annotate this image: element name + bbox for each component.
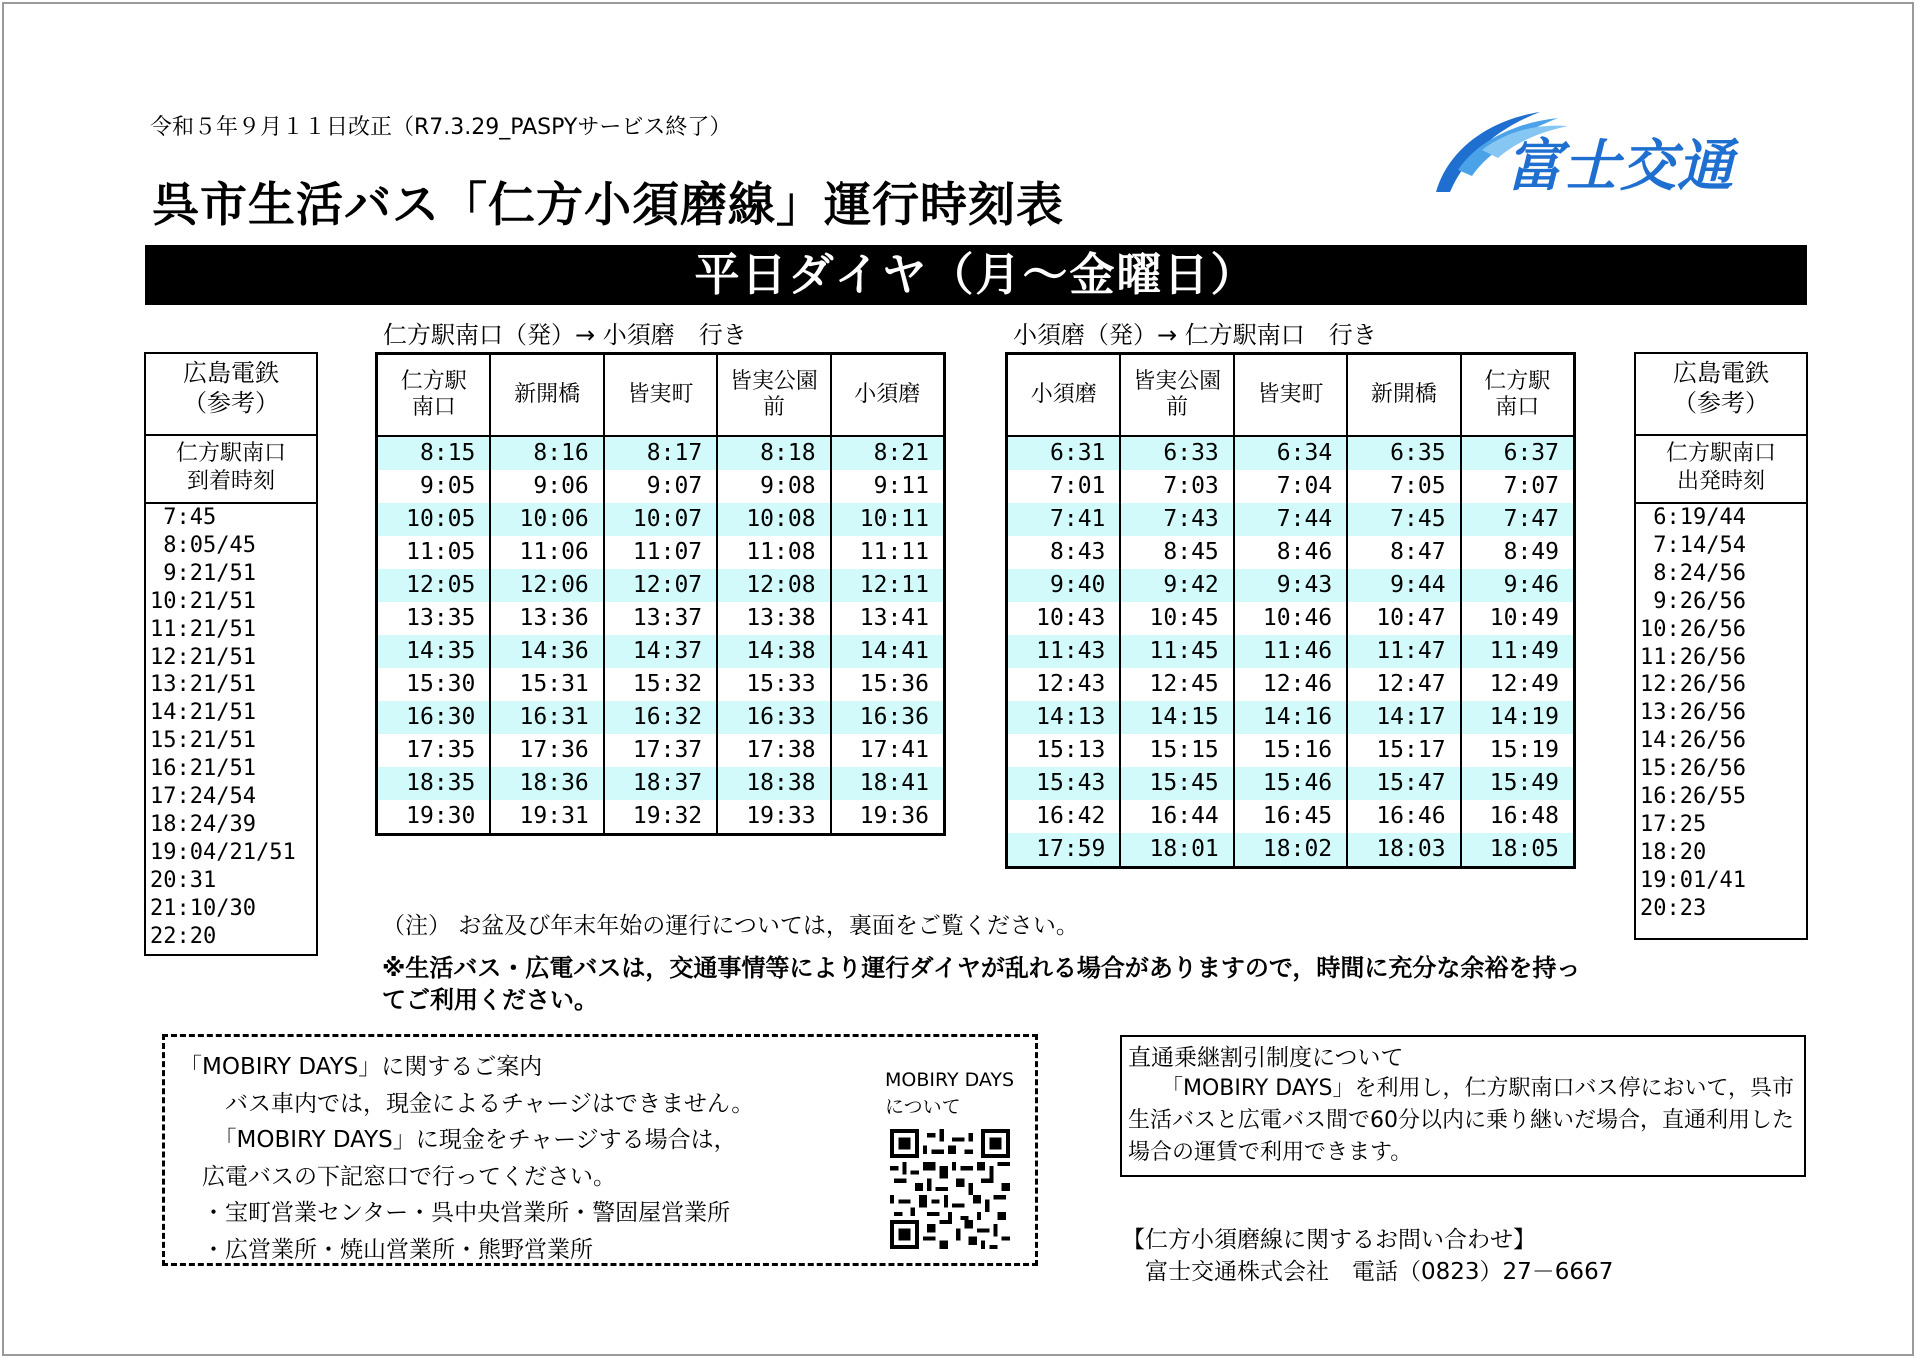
departure-time-cell: 6:34 [1234, 436, 1347, 470]
departure-time-cell: 13:38 [717, 602, 830, 635]
reference-time-item: 12:21/51 [150, 644, 256, 670]
departure-time-cell: 7:47 [1461, 503, 1575, 536]
stop-name-header: 皆実公園 前 [717, 354, 830, 437]
left-reference-times [146, 504, 316, 951]
departure-time-cell: 14:36 [490, 635, 603, 668]
timetable-header-row [1007, 354, 1575, 437]
right-reference-box [1634, 352, 1808, 940]
departure-time-cell: 11:43 [1007, 635, 1121, 668]
departure-time-cell: 16:42 [1007, 800, 1121, 833]
departure-time-cell: 15:13 [1007, 734, 1121, 767]
departure-time-cell: 9:05 [377, 470, 491, 503]
departure-time-cell: 7:44 [1234, 503, 1347, 536]
departure-time-cell: 7:45 [1347, 503, 1460, 536]
transfer-discount-title: 直通乗継割引制度について [1128, 1045, 1404, 1071]
timetable-row [1007, 833, 1575, 868]
transfer-discount-box [1120, 1035, 1806, 1177]
departure-time-cell: 19:32 [604, 800, 717, 835]
timetable-row [1007, 800, 1575, 833]
departure-time-cell: 9:44 [1347, 569, 1460, 602]
departure-time-cell: 15:15 [1120, 734, 1233, 767]
reference-time-item: 20:23 [1640, 895, 1707, 921]
departure-time-cell: 14:13 [1007, 701, 1121, 734]
departure-time-cell: 9:11 [831, 470, 945, 503]
timetable-row [1007, 668, 1575, 701]
reference-time-item: 21:10/30 [150, 895, 256, 921]
departure-time-cell: 6:35 [1347, 436, 1460, 470]
reference-time-item: 8:05/45 [150, 532, 256, 558]
departure-time-cell: 14:41 [831, 635, 945, 668]
departure-time-cell: 10:08 [717, 503, 830, 536]
departure-time-cell: 15:45 [1120, 767, 1233, 800]
stop-name-header: 仁方駅 南口 [1461, 354, 1575, 437]
reference-time-item: 8:24/56 [1640, 560, 1746, 586]
departure-time-cell: 16:45 [1234, 800, 1347, 833]
inquiry-phone: 富士交通株式会社 電話（0823）27－6667 [1122, 1259, 1614, 1285]
departure-time-cell: 18:37 [604, 767, 717, 800]
departure-time-cell: 18:38 [717, 767, 830, 800]
mobiry-info-box [162, 1034, 1038, 1266]
timetable-row [1007, 602, 1575, 635]
qr-code-icon[interactable] [890, 1129, 1010, 1249]
departure-time-cell: 19:31 [490, 800, 603, 835]
timetable-row [377, 436, 945, 470]
mobiry-info-line: 広電バスの下記窓口で行ってください。 [179, 1163, 616, 1190]
departure-time-cell: 10:43 [1007, 602, 1121, 635]
timetable-row [377, 701, 945, 734]
departure-time-cell: 16:33 [717, 701, 830, 734]
departure-time-cell: 9:43 [1234, 569, 1347, 602]
traffic-warning: ※生活バス・広電バスは，交通事情等により運行ダイヤが乱れる場合がありますので，時間に充分な余裕を持ってご利用ください。 [382, 954, 1581, 1014]
outbound-direction-title: 仁方駅南口（発）→ 小須磨 行き [383, 321, 747, 349]
timetable-row [377, 767, 945, 800]
timetable-row [377, 602, 945, 635]
departure-time-cell: 19:36 [831, 800, 945, 835]
departure-time-cell: 11:46 [1234, 635, 1347, 668]
mobiry-info-line: 「MOBIRY DAYS」に現金をチャージする場合は， [179, 1127, 737, 1153]
timetable-row [1007, 734, 1575, 767]
departure-time-cell: 13:37 [604, 602, 717, 635]
departure-time-cell: 14:35 [377, 635, 491, 668]
reference-time-item: 10:26/56 [1640, 616, 1746, 642]
right-reference-subheader: 仁方駅南口 出発時刻 [1636, 436, 1806, 504]
departure-time-cell: 14:38 [717, 635, 830, 668]
transfer-discount-body: 「MOBIRY DAYS」を利用し，仁方駅南口バス停において，呉市生活バスと広電バス間で60分以内に乗り継いだ場合，直通利用した場合の運賃で利用できます。 [1128, 1076, 1795, 1165]
departure-time-cell: 10:11 [831, 503, 945, 536]
stop-name-header: 仁方駅 南口 [377, 354, 491, 437]
timetable-row [377, 800, 945, 835]
departure-time-cell: 17:38 [717, 734, 830, 767]
departure-time-cell: 8:49 [1461, 536, 1575, 569]
departure-time-cell: 9:06 [490, 470, 603, 503]
departure-time-cell: 15:19 [1461, 734, 1575, 767]
inbound-timetable [1005, 352, 1576, 869]
inbound-direction-title: 小須磨（発）→ 仁方駅南口 行き [1013, 321, 1377, 349]
reference-time-item: 17:25 [1640, 811, 1707, 837]
departure-time-cell: 10:46 [1234, 602, 1347, 635]
stop-name-header: 小須磨 [831, 354, 945, 437]
left-reference-header: 広島電鉄 （参考） [146, 354, 316, 436]
departure-time-cell: 15:32 [604, 668, 717, 701]
departure-time-cell: 11:47 [1347, 635, 1460, 668]
departure-time-cell: 18:36 [490, 767, 603, 800]
left-reference-subheader: 仁方駅南口 到着時刻 [146, 436, 316, 504]
timetable-row [1007, 436, 1575, 470]
reference-time-item: 14:26/56 [1640, 728, 1746, 754]
departure-time-cell: 10:06 [490, 503, 603, 536]
departure-time-cell: 14:37 [604, 635, 717, 668]
departure-time-cell: 11:06 [490, 536, 603, 569]
departure-time-cell: 16:48 [1461, 800, 1575, 833]
departure-time-cell: 7:03 [1120, 470, 1233, 503]
departure-time-cell: 12:49 [1461, 668, 1575, 701]
departure-time-cell: 8:45 [1120, 536, 1233, 569]
reference-time-item: 11:26/56 [1640, 644, 1746, 670]
departure-time-cell: 7:04 [1234, 470, 1347, 503]
departure-time-cell: 12:05 [377, 569, 491, 602]
reference-time-item: 10:21/51 [150, 588, 256, 614]
departure-time-cell: 18:02 [1234, 833, 1347, 868]
departure-time-cell: 8:17 [604, 436, 717, 470]
departure-time-cell: 15:33 [717, 668, 830, 701]
departure-time-cell: 12:45 [1120, 668, 1233, 701]
departure-time-cell: 12:43 [1007, 668, 1121, 701]
timetable-row [377, 635, 945, 668]
departure-time-cell: 15:31 [490, 668, 603, 701]
reference-time-item: 13:26/56 [1640, 700, 1746, 726]
departure-time-cell: 9:42 [1120, 569, 1233, 602]
departure-time-cell: 10:49 [1461, 602, 1575, 635]
departure-time-cell: 15:30 [377, 668, 491, 701]
departure-time-cell: 17:37 [604, 734, 717, 767]
reference-time-item: 18:20 [1640, 839, 1707, 865]
departure-time-cell: 14:19 [1461, 701, 1575, 734]
departure-time-cell: 16:30 [377, 701, 491, 734]
mobiry-info-text [179, 1049, 754, 1268]
timetable-header-row [377, 354, 945, 437]
stop-name-header: 新開橋 [490, 354, 603, 437]
departure-time-cell: 18:01 [1120, 833, 1233, 868]
reference-time-item: 9:21/51 [150, 560, 256, 586]
departure-time-cell: 8:16 [490, 436, 603, 470]
page-title: 呉市生活バス「仁方小須磨線」運行時刻表 [152, 178, 1064, 233]
mobiry-info-line: ・広営業所・焼山営業所・熊野営業所 [179, 1236, 593, 1263]
departure-time-cell: 12:08 [717, 569, 830, 602]
qr-label: MOBIRY DAYS について [885, 1069, 1015, 1118]
reference-time-item: 15:21/51 [150, 728, 256, 754]
departure-time-cell: 16:32 [604, 701, 717, 734]
departure-time-cell: 10:07 [604, 503, 717, 536]
departure-time-cell: 17:59 [1007, 833, 1121, 868]
timetable-row [1007, 470, 1575, 503]
departure-time-cell: 15:16 [1234, 734, 1347, 767]
departure-time-cell: 17:41 [831, 734, 945, 767]
departure-time-cell: 13:36 [490, 602, 603, 635]
departure-time-cell: 7:07 [1461, 470, 1575, 503]
departure-time-cell: 17:36 [490, 734, 603, 767]
holiday-note: （注） お盆及び年末年始の運行については，裏面をご覧ください。 [382, 913, 1079, 939]
departure-time-cell: 12:46 [1234, 668, 1347, 701]
departure-time-cell: 16:46 [1347, 800, 1460, 833]
departure-time-cell: 8:46 [1234, 536, 1347, 569]
reference-time-item: 17:24/54 [150, 784, 256, 810]
stop-name-header: 小須磨 [1007, 354, 1121, 437]
departure-time-cell: 18:35 [377, 767, 491, 800]
departure-time-cell: 11:05 [377, 536, 491, 569]
right-reference-header: 広島電鉄 （参考） [1636, 354, 1806, 436]
departure-time-cell: 8:15 [377, 436, 491, 470]
departure-time-cell: 8:47 [1347, 536, 1460, 569]
reference-time-item: 19:01/41 [1640, 867, 1746, 893]
departure-time-cell: 16:36 [831, 701, 945, 734]
timetable-row [377, 503, 945, 536]
reference-time-item: 20:31 [150, 867, 217, 893]
departure-time-cell: 9:46 [1461, 569, 1575, 602]
stop-name-header: 皆実町 [604, 354, 717, 437]
departure-time-cell: 16:44 [1120, 800, 1233, 833]
departure-time-cell: 11:08 [717, 536, 830, 569]
departure-time-cell: 13:41 [831, 602, 945, 635]
departure-time-cell: 8:21 [831, 436, 945, 470]
logo-text: 富士交通 [1506, 134, 1734, 199]
departure-time-cell: 6:33 [1120, 436, 1233, 470]
departure-time-cell: 10:05 [377, 503, 491, 536]
reference-time-item: 9:26/56 [1640, 588, 1746, 614]
departure-time-cell: 19:30 [377, 800, 491, 835]
departure-time-cell: 19:33 [717, 800, 830, 835]
departure-time-cell: 17:35 [377, 734, 491, 767]
mobiry-info-line: バス車内では，現金によるチャージはできません。 [179, 1090, 755, 1117]
departure-time-cell: 8:43 [1007, 536, 1121, 569]
timetable-row [1007, 767, 1575, 800]
departure-time-cell: 12:06 [490, 569, 603, 602]
inquiry-contact [1122, 1224, 1613, 1288]
departure-time-cell: 11:45 [1120, 635, 1233, 668]
reference-time-item: 6:19/44 [1640, 505, 1746, 530]
departure-time-cell: 10:47 [1347, 602, 1460, 635]
reference-time-item: 7:14/54 [1640, 532, 1746, 558]
company-logo [1428, 100, 1768, 200]
timetable-row [1007, 569, 1575, 602]
departure-time-cell: 18:41 [831, 767, 945, 800]
reference-time-item: 19:04/21/51 [150, 839, 296, 865]
timetable-row [1007, 503, 1575, 536]
departure-time-cell: 9:40 [1007, 569, 1121, 602]
reference-time-item: 12:26/56 [1640, 672, 1746, 698]
timetable-row [1007, 701, 1575, 734]
reference-time-item: 22:20 [150, 923, 217, 949]
departure-time-cell: 15:49 [1461, 767, 1575, 800]
left-reference-box [144, 352, 318, 956]
timetable-row [377, 668, 945, 701]
departure-time-cell: 12:47 [1347, 668, 1460, 701]
stop-name-header: 皆実公園 前 [1120, 354, 1233, 437]
reference-time-item: 16:21/51 [150, 756, 256, 782]
timetable-row [377, 569, 945, 602]
outbound-timetable [375, 352, 946, 836]
departure-time-cell: 15:46 [1234, 767, 1347, 800]
reference-time-item: 13:21/51 [150, 672, 256, 698]
departure-time-cell: 11:11 [831, 536, 945, 569]
departure-time-cell: 15:36 [831, 668, 945, 701]
departure-time-cell: 7:41 [1007, 503, 1121, 536]
departure-time-cell: 15:17 [1347, 734, 1460, 767]
mobiry-info-line: 「MOBIRY DAYS」に関するご案内 [179, 1054, 543, 1080]
timetable-row [377, 536, 945, 569]
right-reference-times [1636, 504, 1806, 923]
stop-name-header: 新開橋 [1347, 354, 1460, 437]
departure-time-cell: 11:49 [1461, 635, 1575, 668]
departure-time-cell: 9:08 [717, 470, 830, 503]
departure-time-cell: 18:03 [1347, 833, 1460, 868]
schedule-banner: 平日ダイヤ（月～金曜日） [145, 245, 1807, 305]
reference-time-item: 15:26/56 [1640, 756, 1746, 782]
departure-time-cell: 10:45 [1120, 602, 1233, 635]
departure-time-cell: 6:37 [1461, 436, 1575, 470]
departure-time-cell: 8:18 [717, 436, 830, 470]
timetable-row [377, 734, 945, 767]
departure-time-cell: 18:05 [1461, 833, 1575, 868]
mobiry-info-line: ・宝町営業センター・呉中央営業所・警固屋営業所 [179, 1200, 731, 1226]
timetable-row [1007, 536, 1575, 569]
reference-time-item: 7:45 [150, 505, 217, 530]
departure-time-cell: 7:01 [1007, 470, 1121, 503]
departure-time-cell: 14:16 [1234, 701, 1347, 734]
departure-time-cell: 16:31 [490, 701, 603, 734]
inquiry-title: 【仁方小須磨線に関するお問い合わせ】 [1122, 1227, 1536, 1253]
stop-name-header: 皆実町 [1234, 354, 1347, 437]
reference-time-item: 18:24/39 [150, 811, 256, 837]
departure-time-cell: 7:43 [1120, 503, 1233, 536]
departure-time-cell: 11:07 [604, 536, 717, 569]
departure-time-cell: 9:07 [604, 470, 717, 503]
timetable-row [377, 470, 945, 503]
reference-time-item: 16:26/55 [1640, 784, 1746, 810]
departure-time-cell: 14:15 [1120, 701, 1233, 734]
reference-time-item: 11:21/51 [150, 616, 256, 642]
departure-time-cell: 7:05 [1347, 470, 1460, 503]
departure-time-cell: 12:11 [831, 569, 945, 602]
departure-time-cell: 14:17 [1347, 701, 1460, 734]
reference-time-item: 14:21/51 [150, 700, 256, 726]
departure-time-cell: 12:07 [604, 569, 717, 602]
timetable-row [1007, 635, 1575, 668]
revision-note: 令和５年９月１１日改正（R7.3.29_PASPYサービス終了） [150, 115, 732, 140]
departure-time-cell: 15:47 [1347, 767, 1460, 800]
departure-time-cell: 15:43 [1007, 767, 1121, 800]
departure-time-cell: 6:31 [1007, 436, 1121, 470]
departure-time-cell: 13:35 [377, 602, 491, 635]
